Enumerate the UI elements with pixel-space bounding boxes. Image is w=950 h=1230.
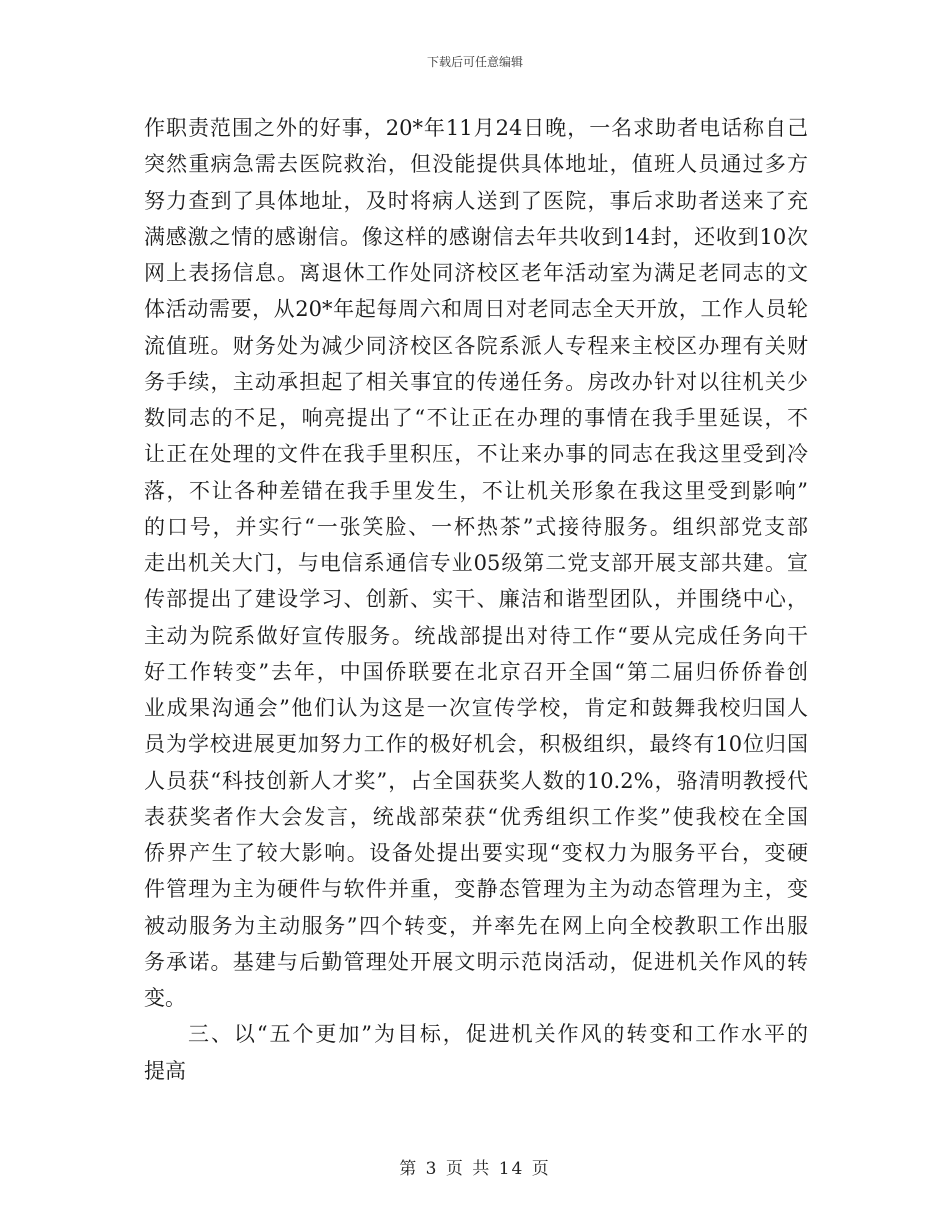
text-line: 传部提出了建设学习、创新、实干、廉洁和谐型团队，并围绕中心， xyxy=(144,587,808,612)
text-line: 流值班。财务处为减少同济校区各院系派人专程来主校区办理有关财 xyxy=(144,333,808,358)
text-line: 提高 xyxy=(144,1058,186,1083)
text-line: 作职责范围之外的好事，20*年11月24日晚，一名求助者电话称自己 xyxy=(144,116,808,140)
text-line: 满感激之情的感谢信。像这样的感谢信去年共收到14封，还收到10次 xyxy=(144,224,808,249)
text-line: 体活动需要，从20*年起每周六和周日对老同志全天开放，工作人员轮 xyxy=(144,297,808,322)
text-line: 数同志的不足，响亮提出了“不让正在办理的事情在我手里延误，不 xyxy=(144,406,808,430)
page-header: 下载后可任意编辑 xyxy=(426,55,523,69)
text-line: 的口号，并实行“一张笑脸、一杯热茶”式接待服务。组织部党支部 xyxy=(144,514,808,539)
text-line: 三、以“五个更加”为目标，促进机关作风的转变和工作水平的 xyxy=(188,1022,808,1047)
text-line: 业成果沟通会”他们认为这是一次宣传学校，肯定和鼓舞我校归国人 xyxy=(144,696,808,720)
text-line: 表获奖者作大会发言，统战部荣获“优秀组织工作奖”使我校在全国 xyxy=(144,804,808,829)
document-body xyxy=(144,110,808,1089)
text-line: 让正在处理的文件在我手里积压，不让来办事的同志在我这里受到冷 xyxy=(144,442,808,467)
text-line: 被动服务为主动服务”四个转变，并率先在网上向全校教职工作出服 xyxy=(144,913,808,938)
text-line: 变。 xyxy=(144,986,186,1010)
text-line: 突然重病急需去医院救治，但没能提供具体地址，值班人员通过多方 xyxy=(144,152,808,177)
text-line: 走出机关大门，与电信系通信专业05级第二党支部开展支部共建。宣 xyxy=(144,551,808,575)
text-line: 务承诺。基建与后勤管理处开展文明示范岗活动，促进机关作风的转 xyxy=(144,949,808,974)
text-line: 务手续，主动承担起了相关事宜的传递任务。房改办针对以往机关少 xyxy=(144,369,808,394)
page-footer: 第 3 页 共 14 页 xyxy=(399,1159,551,1179)
text-line: 员为学校进展更加努力工作的极好机会，积极组织，最终有10位归国 xyxy=(144,732,808,757)
text-line: 件管理为主为硬件与软件并重，变静态管理为主为动态管理为主，变 xyxy=(144,877,808,902)
text-line: 努力查到了具体地址，及时将病人送到了医院，事后求助者送来了充 xyxy=(144,188,808,213)
text-line: 主动为院系做好宣传服务。统战部提出对待工作“要从完成任务向干 xyxy=(144,623,808,648)
text-line: 人员获“科技创新人才奖”，占全国获奖人数的10.2%，骆清明教授代 xyxy=(144,768,808,793)
text-line: 好工作转变”去年，中国侨联要在北京召开全国“第二届归侨侨眷创 xyxy=(144,659,808,684)
text-line: 侨界产生了较大影响。设备处提出要实现“变权力为服务平台，变硬 xyxy=(144,841,808,865)
text-line: 落，不让各种差错在我手里发生，不让机关形象在我这里受到影响” xyxy=(144,478,808,503)
text-line: 网上表扬信息。离退休工作处同济校区老年活动室为满足老同志的文 xyxy=(144,261,808,285)
